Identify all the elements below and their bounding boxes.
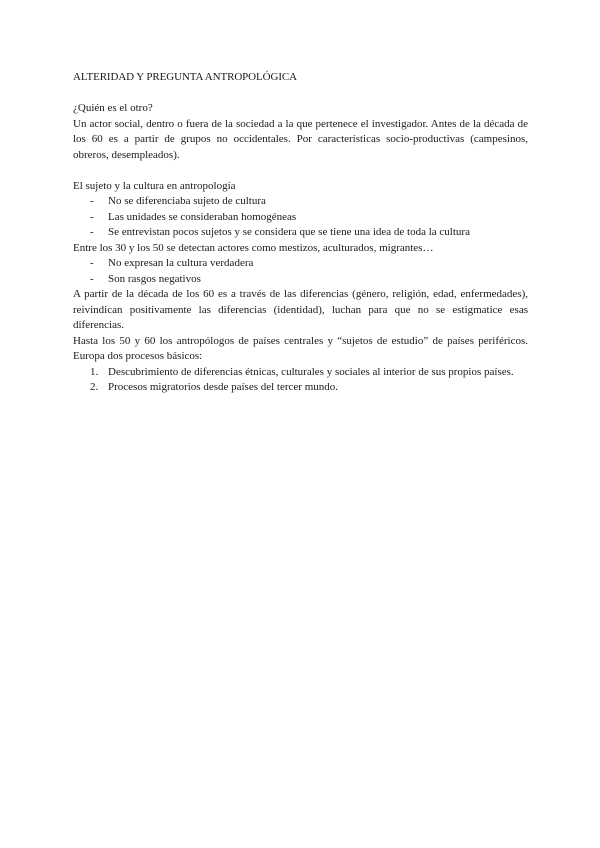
question-line: ¿Quién es el otro? <box>73 102 153 114</box>
negative-traits-list <box>73 256 528 287</box>
paragraph-60: A partir de la década de los 60 es a través de las diferencias (género, religión, edad, enfermedades), reivindican positivamente las diferencias (identidad), luchan para que no se estigmatice esas diferencias. <box>73 288 528 331</box>
dash-marker: - <box>90 195 94 207</box>
number-marker: 1. <box>90 365 99 378</box>
list-item <box>73 210 528 226</box>
list-item <box>73 256 528 272</box>
document-page <box>73 70 528 396</box>
list-item-text: Son rasgos negativos <box>108 272 201 285</box>
list-item-text: Procesos migratorios desde países del tercer mundo. <box>108 381 339 393</box>
dash-marker: - <box>90 210 94 223</box>
list-item <box>73 272 528 288</box>
list-item-text: No expresan la cultura verdadera <box>108 257 254 269</box>
dash-marker: - <box>90 226 94 238</box>
paragraph-30-50: Entre los 30 y los 50 se detectan actores como mestizos, aculturados, migrantes… <box>73 241 434 254</box>
processes-list <box>73 365 528 396</box>
list-item <box>73 365 528 381</box>
list-item <box>73 225 528 241</box>
dash-marker: - <box>90 272 94 285</box>
subject-culture-list <box>73 194 528 241</box>
section-heading: El sujeto y la cultura en antropología <box>73 179 236 192</box>
list-item-text: Se entrevistan pocos sujetos y se considera que se tiene una idea de toda la cultura <box>108 226 470 238</box>
paragraph-50-60: Hasta los 50 y 60 los antropólogos de países centrales y “sujetos de estudio” de países periféricos. Europa dos procesos básicos: <box>73 334 528 362</box>
number-marker: 2. <box>90 381 99 393</box>
list-item-text: Descubrimiento de diferencias étnicas, culturales y sociales al interior de sus propios países. <box>108 365 514 378</box>
list-item-text: No se diferenciaba sujeto de cultura <box>108 195 266 207</box>
intro-paragraph: Un actor social, dentro o fuera de la sociedad a la que pertenece el investigador. Antes de la década de los 60 es a partir de grupos no occidentales. Por características socio-productivas (campesinos, obreros, desempleados). <box>73 117 528 161</box>
spacer <box>73 163 528 179</box>
list-item <box>73 380 528 396</box>
list-item-text: Las unidades se consideraban homogéneas <box>108 210 297 223</box>
dash-marker: - <box>90 257 94 269</box>
list-item <box>73 194 528 210</box>
page-title: ALTERIDAD Y PREGUNTA ANTROPOLÓGICA <box>73 71 297 83</box>
